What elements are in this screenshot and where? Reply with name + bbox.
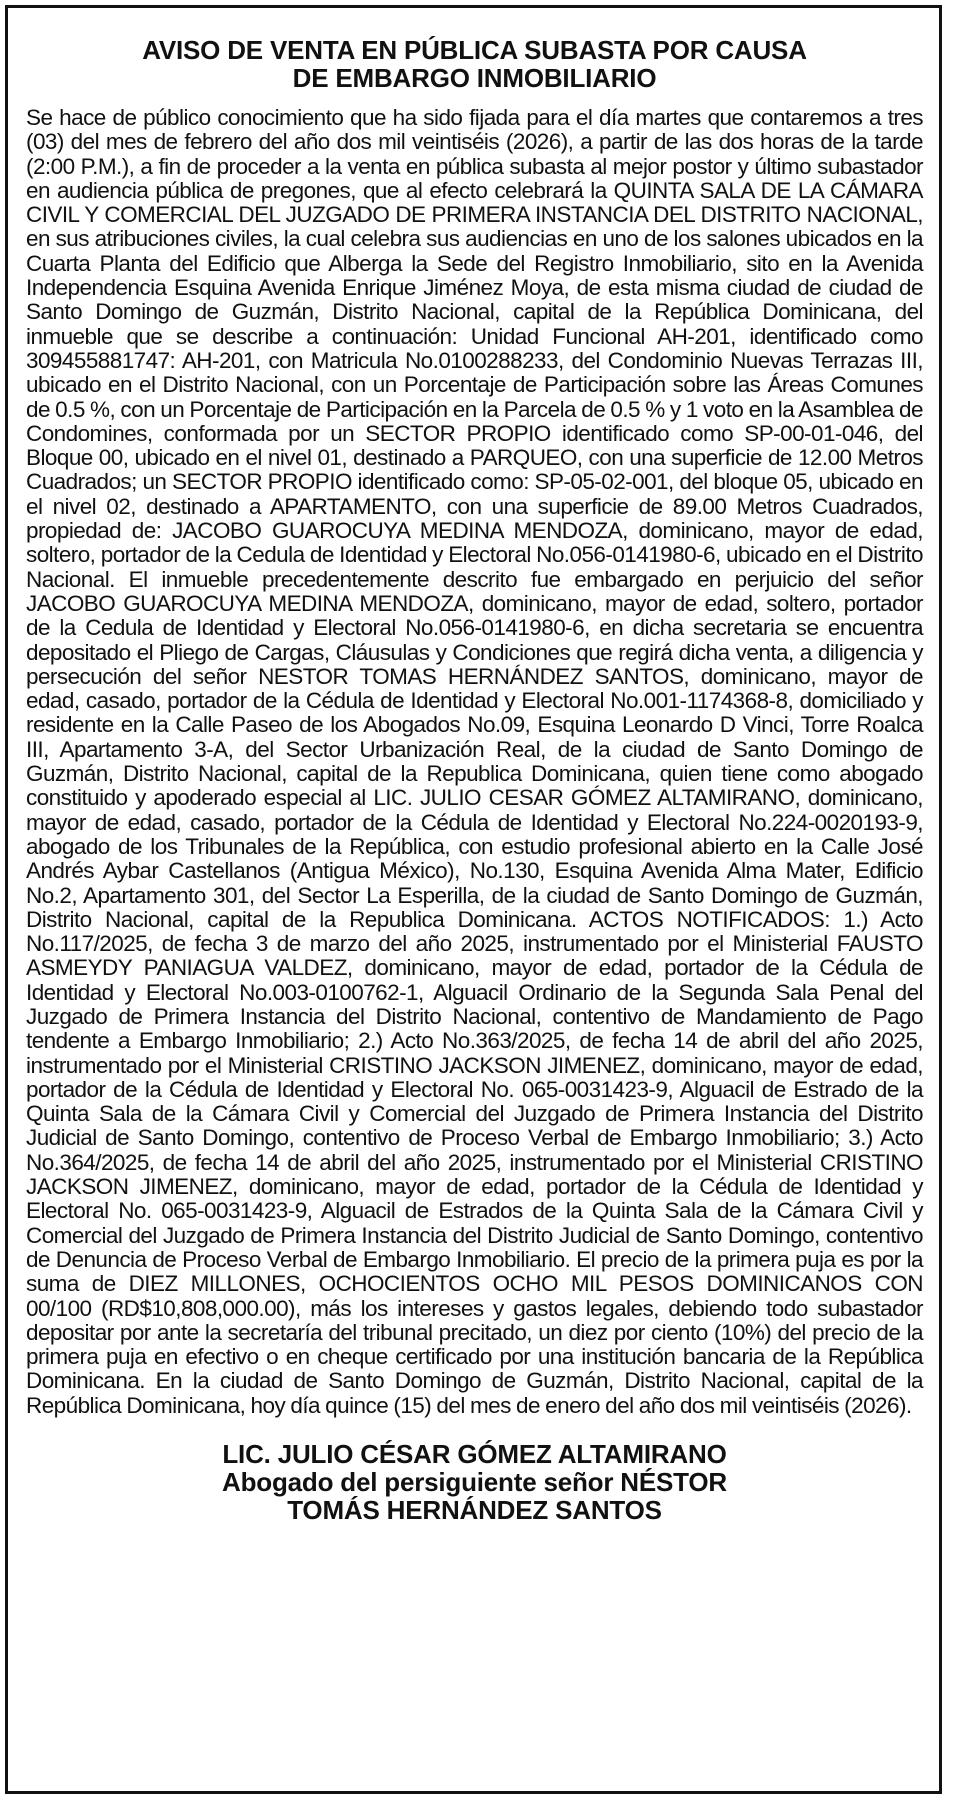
notice-title-line-1: AVISO DE VENTA EN PÚBLICA SUBASTA POR CAUSA xyxy=(142,35,807,65)
signature-client: TOMÁS HERNÁNDEZ SANTOS xyxy=(287,1495,662,1526)
notice xyxy=(26,36,923,1524)
notice-body: Se hace de público conocimiento que ha sido fijada para el día martes que contaremos a tres (03) del mes de febrero del año dos mil veintiséis (2026), a partir de las dos horas de la tarde (2:00 P.M.), a fin de proceder a la venta en pública subasta al mejor postor y último subastador en audiencia pública de pregones, que al efecto celebrará la QUINTA SALA DE LA CÁMARA CIVIL Y COMERCIAL DEL JUZGADO DE PRIMERA INSTANCIA DEL DISTRITO NACIONAL, en sus atribuciones civiles, la cual celebra sus audiencias en uno de los salones ubicados en la Cuarta Planta del Edificio que Alberga la Sede del Registro Inmobiliario, sito en la Avenida Independencia Esquina Avenida Enrique Jiménez Moya, de esta misma ciudad de ciudad de Santo Domingo de Guzmán, Distrito Nacional, capital de la República Dominicana, del inmueble que se describe a continuación: Unidad Funcional AH-201, identificado como 309455881747: AH-201, con Matricula No.0100288233, del Condominio Nuevas Terrazas III, ubicado en el Distrito Nacional, con un Porcentaje de Participación sobre las Áreas Comunes de 0.5 %, con un Porcentaje de Participación en la Parcela de 0.5 % y 1 voto en la Asamblea de Condomines, conformada por un SECTOR PROPIO identificado como SP-00-01-046, del Bloque 00, ubicado en el nivel 01, destinado a PARQUEO, con una superficie de 12.00 Metros Cuadrados; un SECTOR PROPIO identificado como: SP-05-02-001, del bloque 05, ubicado en el nivel 02, destinado a APARTAMENTO, con una superficie de 89.00 Metros Cuadrados, propiedad de: JACOBO GUAROCUYA MEDINA MENDOZA, dominicano, mayor de edad, soltero, portador de la Cedula de Identidad y Electoral No.056-0141980-6, ubicado en el Distrito Nacional. El inmueble precedentemente descrito fue embargado en perjuicio del señor JACOBO GUAROCUYA MEDINA MENDOZA, dominicano, mayor de edad, soltero, portador de la Cedula de Identidad y Electoral No.056-0141980-6, en dicha secretaria se encuentra depositado el Pliego de Cargas, Cláusulas y Condiciones que regirá dicha venta, a diligencia y persecución del señor NESTOR TOMAS HERNÁNDEZ SANTOS, dominicano, mayor de edad, casado, portador de la Cédula de Identidad y Electoral No.001-1174368-8, domiciliado y residente en la Calle Paseo de los Abogados No.09, Esquina Leonardo D Vinci, Torre Roalca III, Apartamento 3-A, del Sector Urbanización Real, de la ciudad de Santo Domingo de Guzmán, Distrito Nacional, capital de la Republica Dominicana, quien tiene como abogado constituido y apoderado especial al LIC. JULIO CESAR GÓMEZ ALTAMIRANO, dominicano, mayor de edad, casado, portador de la Cédula de Identidad y Electoral No.224-0020193-9, abogado de los Tribunales de la República, con estudio profesional abierto en la Calle José Andrés Aybar Castellanos (Antigua México), No.130, Esquina Avenida Alma Mater, Edificio No.2, Apartamento 301, del Sector La Esperilla, de la ciudad de Santo Domingo de Guzmán, Distrito Nacional, capital de la Republica Dominicana. ACTOS NOTIFICADOS: 1.) Acto No.117/2025, de fecha 3 de marzo del año 2025, instrumentado por el Ministerial FAUSTO ASMEYDY PANIAGUA VALDEZ, dominicano, mayor de edad, portador de la Cédula de Identidad y Electoral No.003-0100762-1, Alguacil Ordinario de la Segunda Sala Penal del Juzgado de Primera Instancia del Distrito Nacional, contentivo de Mandamiento de Pago tendente a Embargo Inmobiliario; 2.) Acto No.363/2025, de fecha 14 de abril del año 2025, instrumentado por el Ministerial CRISTINO JACKSON JIMENEZ, dominicano, mayor de edad, portador de la Cédula de Identidad y Electoral No. 065-0031423-9, Alguacil de Estrado de la Quinta Sala de la Cámara Civil y Comercial del Juzgado de Primera Instancia del Distrito Judicial de Santo Domingo, contentivo de Proceso Verbal de Embargo Inmobiliario; 3.) Acto No.364/2025, de fecha 14 de abril del año 2025, instrumentado por el Ministerial CRISTINO JACKSON JIMENEZ, dominicano, mayor de edad, portador de la Cédula de Identidad y Electoral No. 065-0031423-9, Alguacil de Estrados de la Quinta Sala de la Cámara Civil y Comercial del Juzgado de Primera Instancia del Distrito Judicial de Santo Domingo, contentivo de Denuncia de Proceso Verbal de Embargo Inmobiliario. El precio de la primera puja es por la suma de DIEZ MILLONES, OCHOCIENTOS OCHO MIL PESOS DOMINICANOS CON 00/100 (RD$10,808,000.00), más los intereses y gastos legales, debiendo todo subastador depositar por ante la secretaría del tribunal precitado, un diez por ciento (10%) del precio de la primera puja en efectivo o en cheque certificado por una institución bancaria de la República Dominicana. En la ciudad de Santo Domingo de Guzmán, Distrito Nacional, capital de la República Dominicana, hoy día quince (15) del mes de enero del año dos mil veintiséis (2026). xyxy=(26,105,923,1418)
signature-name: LIC. JULIO CÉSAR GÓMEZ ALTAMIRANO xyxy=(222,1439,727,1470)
signature-block xyxy=(26,1440,923,1524)
signature-role: Abogado del persiguiente señor NÉSTOR xyxy=(222,1467,727,1498)
notice-title-line-2: DE EMBARGO INMOBILIARIO xyxy=(292,63,657,93)
notice-title xyxy=(26,36,923,92)
